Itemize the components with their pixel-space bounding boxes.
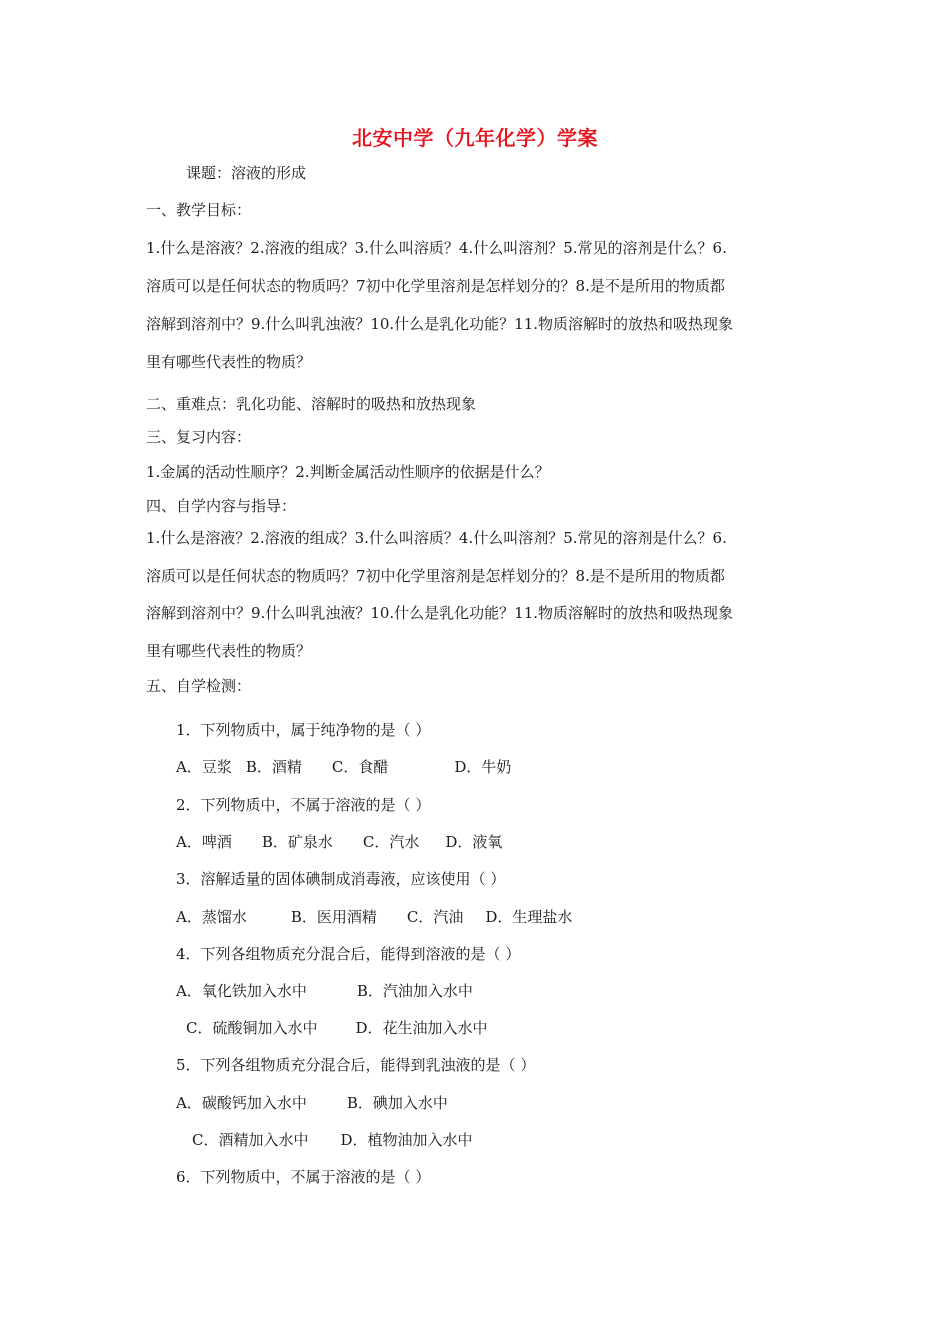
question-3: 3．溶解适量的固体碘制成消毒液，应该使用（ ）: [176, 870, 506, 888]
section-key-points: 二、重难点：乳化功能、溶解时的吸热和放热现象: [146, 395, 477, 413]
question-5: 5．下列各组物质充分混合后，能得到乳浊液的是（ ）: [176, 1056, 536, 1074]
option-b: B．碘加入水中: [346, 1094, 448, 1112]
question-2: 2．下列物质中，不属于溶液的是（ ）: [176, 796, 431, 814]
self-study-line: 溶解到溶剂中？9.什么叫乳浊液？10.什么是乳化功能？11.物质溶解时的放热和吸热现象: [146, 604, 734, 622]
section-heading-review: 三、复习内容：: [146, 428, 252, 446]
option-c: C．食醋: [331, 758, 389, 776]
option-b: B．矿泉水: [261, 833, 333, 851]
option-b: B．酒精: [245, 758, 302, 776]
option-d: D．花生油加入水中: [355, 1019, 488, 1037]
question-2-options: [176, 831, 856, 853]
option-a: A．蒸馏水: [176, 908, 247, 926]
topic-line: 课题：溶液的形成: [186, 164, 307, 182]
question-4: 4．下列各组物质充分混合后，能得到溶液的是（ ）: [176, 945, 521, 963]
objectives-line: 1.什么是溶液？2.溶液的组成？3.什么叫溶质？4.什么叫溶剂？5.常见的溶剂是什么？6.: [146, 239, 727, 257]
option-a: A．豆浆: [176, 758, 232, 776]
question-1: 1．下列物质中，属于纯净物的是（ ）: [176, 721, 431, 739]
question-1-options: [176, 756, 856, 778]
option-a: A．啤酒: [176, 833, 232, 851]
option-d: D．液氧: [445, 833, 503, 851]
option-a: A．氧化铁加入水中: [176, 982, 307, 1000]
self-study-line: 溶质可以是任何状态的物质吗？7初中化学里溶剂是怎样划分的？8.是不是所用的物质都: [146, 567, 725, 585]
question-5-options-row2: [192, 1129, 872, 1151]
section-heading-objectives: 一、教学目标：: [146, 201, 252, 219]
section-heading-self-study: 四、自学内容与指导：: [146, 497, 297, 515]
option-b: B．汽油加入水中: [356, 982, 473, 1000]
option-c: C．硫酸铜加入水中: [186, 1019, 318, 1037]
objectives-line: 溶质可以是任何状态的物质吗？7初中化学里溶剂是怎样划分的？8.是不是所用的物质都: [146, 277, 725, 295]
option-b: B．医用酒精: [290, 908, 377, 926]
self-study-line: 里有哪些代表性的物质？: [146, 642, 312, 660]
question-5-options-row1: [176, 1092, 856, 1114]
page-title: 北安中学（九年化学）学案: [352, 126, 598, 150]
option-c: C．汽水: [362, 833, 420, 851]
option-a: A．碳酸钙加入水中: [176, 1094, 307, 1112]
objectives-line: 溶解到溶剂中？9.什么叫乳浊液？10.什么是乳化功能？11.物质溶解时的放热和吸热现象: [146, 315, 734, 333]
option-d: D．牛奶: [454, 758, 512, 776]
question-3-options: [176, 906, 856, 928]
question-4-options-row1: [176, 980, 856, 1002]
review-line: 1.金属的活动性顺序？2.判断金属活动性顺序的依据是什么？: [146, 463, 550, 481]
objectives-line: 里有哪些代表性的物质？: [146, 353, 312, 371]
option-c: C．酒精加入水中: [192, 1131, 309, 1149]
option-d: D．生理盐水: [485, 908, 573, 926]
option-d: D．植物油加入水中: [340, 1131, 473, 1149]
question-4-options-row2: [186, 1017, 866, 1039]
question-6: 6．下列物质中，不属于溶液的是（ ）: [176, 1168, 431, 1186]
section-heading-self-test: 五、自学检测：: [146, 677, 252, 695]
self-study-line: 1.什么是溶液？2.溶液的组成？3.什么叫溶质？4.什么叫溶剂？5.常见的溶剂是什么？6.: [146, 529, 727, 547]
option-c: C．汽油: [406, 908, 464, 926]
